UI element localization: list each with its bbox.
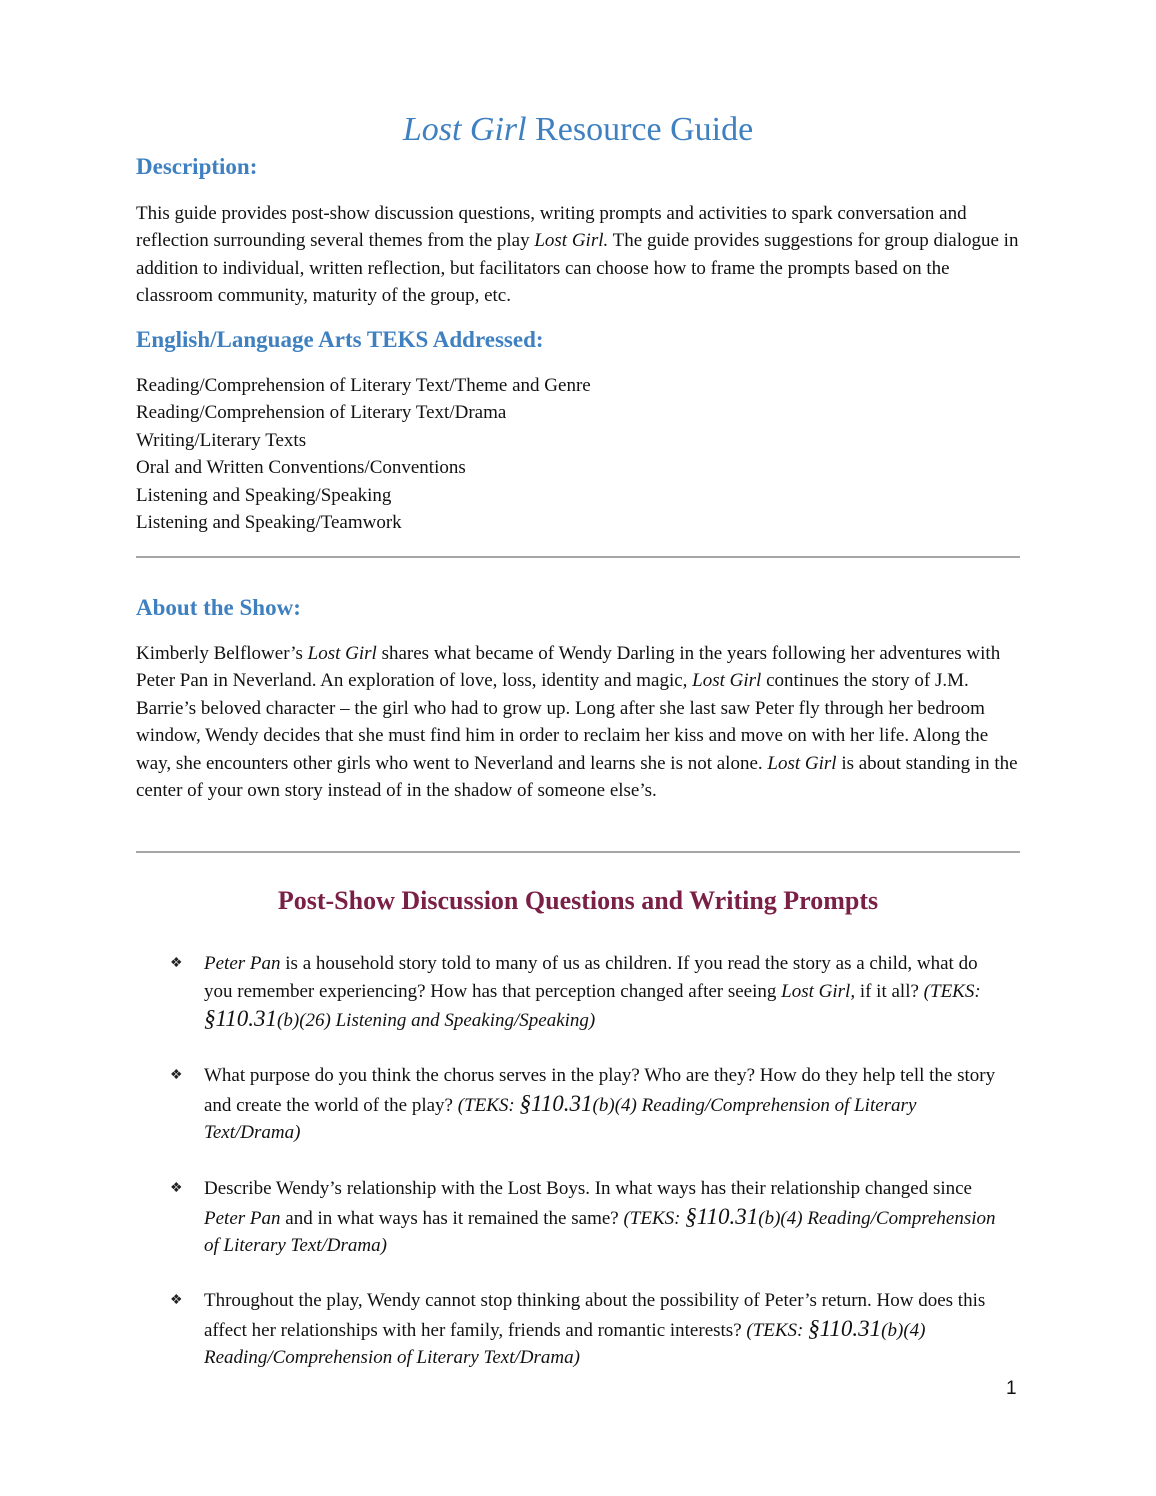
teks-section: §110.31 — [808, 1315, 882, 1341]
description-heading: Description: — [136, 154, 258, 179]
teks-ref: (b)(4) Reading/Comprehension of Literary Text/Drama) — [204, 1094, 917, 1144]
diamond-bullet-icon: ❖ — [170, 956, 183, 971]
question-text — [204, 1287, 1004, 1372]
question-text — [204, 1062, 1004, 1147]
diamond-bullet-icon: ❖ — [170, 1293, 183, 1308]
question-body: Describe Wendy’s relationship with the Lost Boys. In what ways has their relationship changed since — [204, 1178, 972, 1199]
divider — [136, 556, 1020, 558]
teks-list — [136, 372, 591, 536]
teks-heading: English/Language Arts TEKS Addressed: — [136, 327, 544, 352]
title-italic: Lost Girl — [402, 111, 527, 148]
question-italic: Lost Girl, — [781, 980, 856, 1002]
teks-ref: (b)(4) Reading/Comprehension of Literary Text/Drama) — [204, 1319, 926, 1369]
teks-ref: (TEKS: — [746, 1319, 809, 1341]
question-text — [204, 1175, 1004, 1260]
list-item: Writing/Literary Texts — [136, 429, 307, 451]
teks-ref: (TEKS: — [623, 1207, 686, 1229]
description-text-1: This guide provides post-show discussion questions, writing prompts and activities to spark conversation and reflection surrounding several themes from the play — [136, 203, 967, 252]
list-item: Reading/Comprehension of Literary Text/Drama — [136, 402, 507, 424]
list-item: Listening and Speaking/Speaking — [136, 484, 392, 506]
question-body: is a household story told to many of us as children. If you read the story as a child, what do you remember experiencing? How has that perception changed after seeing — [204, 953, 978, 1002]
about-text: Kimberly Belflower’s — [136, 643, 308, 664]
about-paragraph — [136, 640, 1026, 804]
page-number: 1 — [1006, 1378, 1017, 1399]
teks-ref: (TEKS: — [923, 980, 981, 1002]
title-rest: Resource Guide — [526, 111, 754, 148]
teks-ref: (b)(4) Reading/Comprehension of Literary Text/Drama) — [204, 1207, 996, 1257]
about-heading: About the Show: — [136, 595, 301, 620]
question-italic: Peter Pan — [204, 1207, 281, 1229]
teks-section: §110.31 — [204, 1006, 278, 1032]
about-play-title: Lost Girl — [692, 670, 762, 692]
question-italic: Peter Pan — [204, 953, 281, 974]
about-text: is about standing in the center of your own story instead of in the shadow of someone else’s. — [136, 752, 1018, 802]
question-text — [204, 950, 1004, 1035]
teks-section: §110.31 — [685, 1203, 759, 1229]
list-item: Oral and Written Conventions/Conventions — [136, 457, 466, 479]
description-play-title: Lost Girl. — [534, 230, 609, 252]
discussion-heading: Post-Show Discussion Questions and Writing Prompts — [277, 886, 879, 915]
teks-section: §110.31 — [519, 1090, 593, 1116]
list-item: Reading/Comprehension of Literary Text/Theme and Genre — [136, 375, 591, 396]
description-text-2: The guide provides suggestions for group dialogue in addition to individual, written reflection, but facilitators can choose how to frame the prompts based on the classroom community, maturity of the group, etc. — [136, 230, 1019, 307]
diamond-bullet-icon: ❖ — [170, 1068, 183, 1083]
diamond-bullet-icon: ❖ — [170, 1181, 183, 1196]
about-play-title: Lost Girl — [767, 752, 837, 774]
question-body: Throughout the play, Wendy cannot stop thinking about the possibility of Peter’s return. How does this affect her relationships with her family, friends and romantic interests? — [204, 1290, 986, 1341]
teks-ref: (b)(26) Listening and Speaking/Speaking) — [277, 1010, 596, 1032]
question-body: if it all? — [855, 980, 924, 1002]
about-text: continues the story of J.M. Barrie’s beloved character – the girl who had to grow up. Long after she last saw Peter fly through her bedroom window, Wendy decides that she must find him in order to reclaim her kiss and move on with her life. Along the way, she encounters other girls who went to Neverland and learns she is not alone. — [136, 670, 989, 774]
teks-ref: (TEKS: — [457, 1094, 520, 1116]
about-text: shares what became of Wendy Darling in the years following her adventures with Peter Pan in Neverland. An exploration of love, loss, identity and magic, — [136, 643, 1001, 692]
description-paragraph — [136, 200, 1026, 310]
page-title — [0, 108, 1156, 152]
question-body: and in what ways has it remained the same? — [280, 1207, 624, 1229]
question-body: What purpose do you think the chorus serves in the play? Who are they? How do they help tell the story and create the world of the play? — [204, 1065, 996, 1116]
list-item: Listening and Speaking/Teamwork — [136, 512, 402, 534]
divider — [136, 851, 1020, 853]
about-play-title: Lost Girl — [307, 643, 377, 664]
